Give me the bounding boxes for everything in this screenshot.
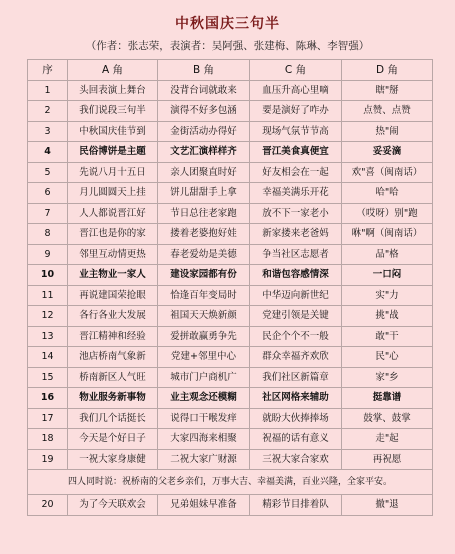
table-row bbox=[28, 449, 433, 470]
line-c: 放不下一家老小 bbox=[250, 203, 342, 224]
row-number: 3 bbox=[28, 121, 68, 142]
header-a: A 角 bbox=[68, 60, 158, 81]
table-row bbox=[28, 183, 433, 204]
header-no: 序 bbox=[28, 60, 68, 81]
line-b: 文艺汇演样样齐 bbox=[158, 142, 250, 163]
line-b: 恰逢百年变局时 bbox=[158, 285, 250, 306]
line-b: 春老爱幼是美德 bbox=[158, 244, 250, 265]
table-row-last bbox=[28, 495, 433, 516]
table-row bbox=[28, 244, 433, 265]
header-c: C 角 bbox=[250, 60, 342, 81]
line-a: 民俗博饼是主题 bbox=[68, 142, 158, 163]
line-b: 二祝大家广财源 bbox=[158, 449, 250, 470]
line-d: 哈"哈 bbox=[342, 183, 433, 204]
table-header-row bbox=[28, 60, 433, 81]
line-c: 和谐包容感情深 bbox=[250, 265, 342, 286]
line-c: 我们社区新篇章 bbox=[250, 367, 342, 388]
line-b: 亲人团聚直时好 bbox=[158, 162, 250, 183]
line-d: 咻"啊（闽南话） bbox=[342, 224, 433, 245]
page-subtitle: （作者：张志荣，表演者：吴阿强、张建梅、陈琳、李智强） bbox=[85, 40, 370, 52]
row-number: 17 bbox=[28, 408, 68, 429]
line-a: 头回表演上舞台 bbox=[68, 80, 158, 101]
row-number: 12 bbox=[28, 306, 68, 327]
table-row bbox=[28, 306, 433, 327]
table-row bbox=[28, 80, 433, 101]
line-b: 饼儿甜甜手上拿 bbox=[158, 183, 250, 204]
row-number: 9 bbox=[28, 244, 68, 265]
line-b: 没背台词就敢来 bbox=[158, 80, 250, 101]
row-number: 1 bbox=[28, 80, 68, 101]
table-row bbox=[28, 285, 433, 306]
header-b: B 角 bbox=[158, 60, 250, 81]
line-b: 城市门户商机广 bbox=[158, 367, 250, 388]
table-body bbox=[28, 80, 433, 515]
line-c: 就盼大伙捧捧场 bbox=[250, 408, 342, 429]
line-a: 一祝大家身康健 bbox=[68, 449, 158, 470]
line-b: 爱拼敢赢勇争先 bbox=[158, 326, 250, 347]
line-a: 中秋国庆佳节到 bbox=[68, 121, 158, 142]
line-d: 挑"战 bbox=[342, 306, 433, 327]
line-d: 瞎"掰 bbox=[342, 80, 433, 101]
line-a: 先说八月十五日 bbox=[68, 162, 158, 183]
line-c: 争当社区志愿者 bbox=[250, 244, 342, 265]
row-number: 4 bbox=[28, 142, 68, 163]
line-d: 家"乡 bbox=[342, 367, 433, 388]
row-number: 8 bbox=[28, 224, 68, 245]
page-title: 中秋国庆三句半 bbox=[175, 16, 280, 32]
together-line: 四人同时说：祝桥南的父老乡亲们，万事大吉、幸福美满，百业兴隆，全家平安。 bbox=[28, 470, 433, 495]
line-a: 桥南新区人气旺 bbox=[68, 367, 158, 388]
line-b: 大家四海来相聚 bbox=[158, 429, 250, 450]
line-c: 幸福美满乐开花 bbox=[250, 183, 342, 204]
line-c: 三祝大家合家欢 bbox=[250, 449, 342, 470]
line-a: 物业服务新事物 bbox=[68, 388, 158, 409]
line-c: 晋江美食真便宜 bbox=[250, 142, 342, 163]
line-c: 现场气氛节节高 bbox=[250, 121, 342, 142]
together-row bbox=[28, 470, 433, 495]
line-c: 精彩节目排着队 bbox=[250, 495, 342, 516]
row-number: 16 bbox=[28, 388, 68, 409]
row-number: 14 bbox=[28, 347, 68, 368]
line-a: 月儿圆圆天上挂 bbox=[68, 183, 158, 204]
line-b: 业主观念还模糊 bbox=[158, 388, 250, 409]
line-d: 品"格 bbox=[342, 244, 433, 265]
line-a: 业主物业一家人 bbox=[68, 265, 158, 286]
line-b: 演得不好多包涵 bbox=[158, 101, 250, 122]
table-row bbox=[28, 408, 433, 429]
table-row bbox=[28, 162, 433, 183]
row-number: 20 bbox=[28, 495, 68, 516]
line-d: 欢"喜（闽南话） bbox=[342, 162, 433, 183]
table-row bbox=[28, 203, 433, 224]
table-row bbox=[28, 367, 433, 388]
line-a: 各行各业大发展 bbox=[68, 306, 158, 327]
table-row bbox=[28, 224, 433, 245]
row-number: 18 bbox=[28, 429, 68, 450]
line-d: 挺靠谱 bbox=[342, 388, 433, 409]
line-d: 敢"干 bbox=[342, 326, 433, 347]
line-b: 节日总往老家跑 bbox=[158, 203, 250, 224]
row-number: 11 bbox=[28, 285, 68, 306]
line-a: 我们几个话挺长 bbox=[68, 408, 158, 429]
line-c: 中华迈向新世纪 bbox=[250, 285, 342, 306]
line-a: 再说建国荣抢眼 bbox=[68, 285, 158, 306]
table-row-theme bbox=[28, 388, 433, 409]
table-row-theme bbox=[28, 142, 433, 163]
line-d: 民"心 bbox=[342, 347, 433, 368]
line-d: 再祝愿 bbox=[342, 449, 433, 470]
script-table bbox=[27, 59, 433, 516]
line-c: 群众幸福齐欢欣 bbox=[250, 347, 342, 368]
line-b: 搂着老婆抱好娃 bbox=[158, 224, 250, 245]
line-a: 晋江精神和经验 bbox=[68, 326, 158, 347]
line-a: 为了今天联欢会 bbox=[68, 495, 158, 516]
line-d: 撤"退 bbox=[342, 495, 433, 516]
table-row-theme bbox=[28, 265, 433, 286]
line-a: 今天是个好日子 bbox=[68, 429, 158, 450]
line-c: 好友相会在一起 bbox=[250, 162, 342, 183]
line-c: 社区网格来辅助 bbox=[250, 388, 342, 409]
line-c: 祝福的话有意义 bbox=[250, 429, 342, 450]
line-c: 党建引领是关键 bbox=[250, 306, 342, 327]
line-d: 妥妥滴 bbox=[342, 142, 433, 163]
line-a: 池店桥南气象新 bbox=[68, 347, 158, 368]
line-a: 晋江也是你的家 bbox=[68, 224, 158, 245]
row-number: 19 bbox=[28, 449, 68, 470]
line-b: 兄弟姐妹早准备 bbox=[158, 495, 250, 516]
row-number: 5 bbox=[28, 162, 68, 183]
table-row bbox=[28, 121, 433, 142]
line-d: 实"力 bbox=[342, 285, 433, 306]
header-d: D 角 bbox=[342, 60, 433, 81]
line-b: 祖国天天焕新颜 bbox=[158, 306, 250, 327]
line-d: 点赞、点赞 bbox=[342, 101, 433, 122]
line-b: 建设家园都有份 bbox=[158, 265, 250, 286]
table-row bbox=[28, 429, 433, 450]
table-row bbox=[28, 326, 433, 347]
line-d: 一口闷 bbox=[342, 265, 433, 286]
line-d: 走"起 bbox=[342, 429, 433, 450]
line-b: 说得口干喉发痒 bbox=[158, 408, 250, 429]
line-d: 鼓掌、鼓掌 bbox=[342, 408, 433, 429]
row-number: 15 bbox=[28, 367, 68, 388]
line-c: 民企个个不一般 bbox=[250, 326, 342, 347]
row-number: 10 bbox=[28, 265, 68, 286]
line-d: 热"闹 bbox=[342, 121, 433, 142]
line-a: 人人都说晋江好 bbox=[68, 203, 158, 224]
row-number: 7 bbox=[28, 203, 68, 224]
row-number: 6 bbox=[28, 183, 68, 204]
line-c: 要是演好了咋办 bbox=[250, 101, 342, 122]
row-number: 2 bbox=[28, 101, 68, 122]
row-number: 13 bbox=[28, 326, 68, 347]
line-a: 我们说段三句半 bbox=[68, 101, 158, 122]
line-a: 邻里互动情更热 bbox=[68, 244, 158, 265]
line-b: 党建+邻里中心 bbox=[158, 347, 250, 368]
table-row bbox=[28, 347, 433, 368]
line-c: 新家搂来老爸妈 bbox=[250, 224, 342, 245]
line-c: 血压升高心里嘀 bbox=[250, 80, 342, 101]
line-d: （哎呀）别"跑 bbox=[342, 203, 433, 224]
line-b: 金街活动办得好 bbox=[158, 121, 250, 142]
table-row bbox=[28, 101, 433, 122]
